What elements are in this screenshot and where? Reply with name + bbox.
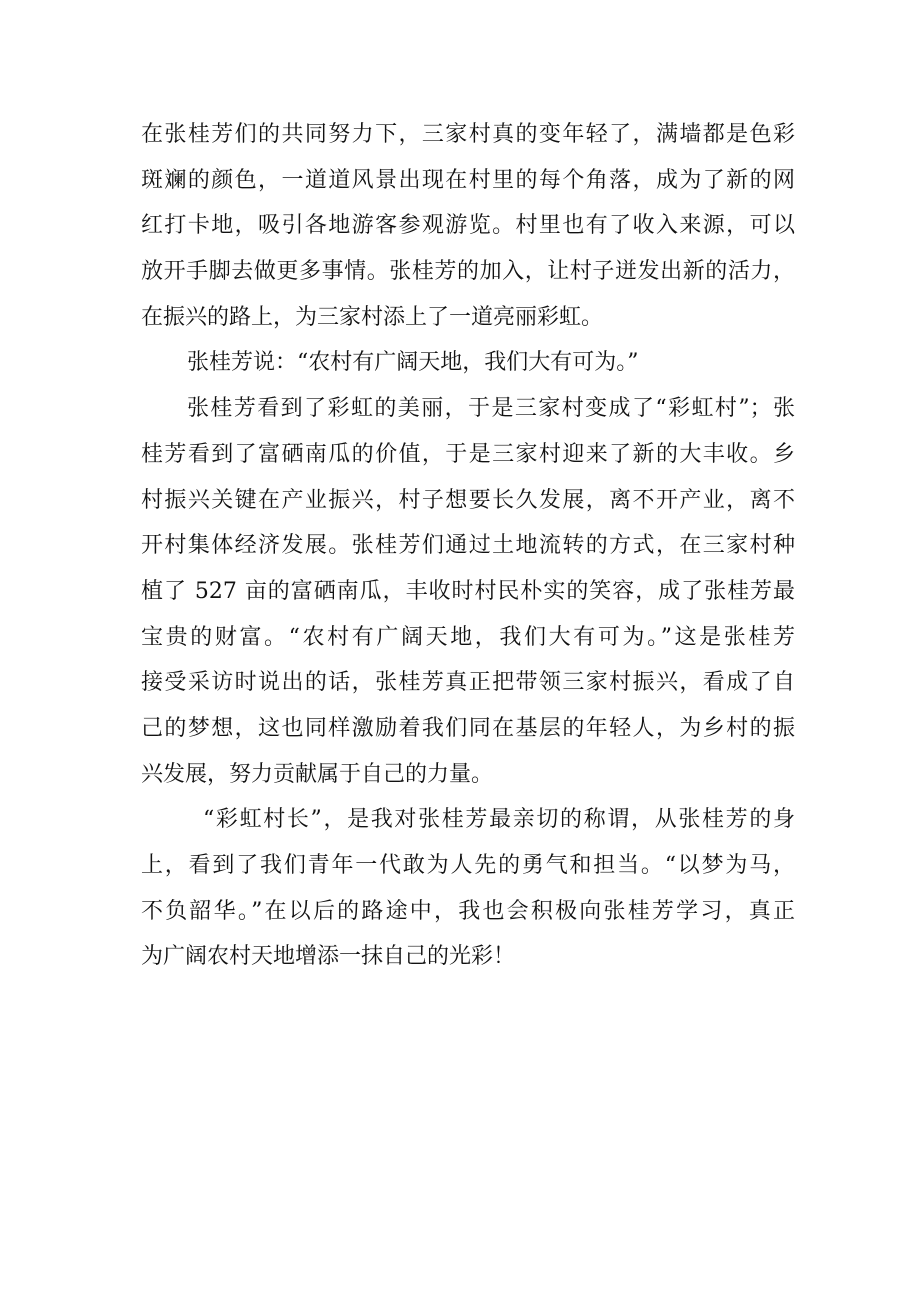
paragraph-line: “彩虹村长”，是我对张桂芳最亲切的称谓，从张桂芳的身 — [203, 807, 795, 833]
paragraph-line: 张桂芳说：“农村有广阔天地，我们大有可为。” — [187, 350, 639, 376]
paragraph-line: 张桂芳看到了彩虹的美丽，于是三家村变成了“彩虹村”；张 — [187, 396, 795, 422]
paragraph-line: 接受采访时说出的话，张桂芳真正把带领三家村振兴，看成了自 — [141, 670, 795, 696]
paragraph-3 — [141, 386, 795, 797]
paragraph-line: 放开手脚去做更多事情。张桂芳的加入，让村子迸发出新的活力， — [141, 259, 795, 285]
paragraph-line: 红打卡地，吸引各地游客参观游览。村里也有了收入来源，可以 — [141, 213, 795, 239]
paragraph-2 — [141, 340, 795, 386]
paragraph-4 — [141, 797, 795, 980]
paragraph-line: 植了 527 亩的富硒南瓜，丰收时村民朴实的笑容，成了张桂芳最 — [141, 578, 795, 604]
paragraph-line: 宝贵的财富。“农村有广阔天地，我们大有可为。”这是张桂芳 — [141, 624, 795, 650]
paragraph-line: 为广阔农村天地增添一抹自己的光彩！ — [141, 944, 516, 970]
paragraph-line: 斑斓的颜色，一道道风景出现在村里的每个角落，成为了新的网 — [141, 167, 795, 193]
document-body — [141, 112, 795, 980]
paragraph-line: 兴发展，努力贡献属于自己的力量。 — [141, 761, 494, 787]
paragraph-line: 桂芳看到了富硒南瓜的价值，于是三家村迎来了新的大丰收。乡 — [141, 441, 795, 467]
paragraph-line: 开村集体经济发展。张桂芳们通过土地流转的方式，在三家村种 — [141, 533, 795, 559]
paragraph-line: 上，看到了我们青年一代敢为人先的勇气和担当。“以梦为马， — [141, 853, 795, 878]
paragraph-line: 不负韶华。”在以后的路途中，我也会积极向张桂芳学习，真正 — [141, 898, 795, 924]
paragraph-line: 在振兴的路上，为三家村添上了一道亮丽彩虹。 — [141, 304, 604, 330]
paragraph-line: 村振兴关键在产业振兴，村子想要长久发展，离不开产业，离不 — [141, 487, 795, 513]
paragraph-line: 己的梦想，这也同样激励着我们同在基层的年轻人，为乡村的振 — [141, 715, 795, 741]
paragraph-1 — [141, 112, 795, 340]
paragraph-line: 在张桂芳们的共同努力下，三家村真的变年轻了，满墙都是色彩 — [141, 122, 795, 147]
